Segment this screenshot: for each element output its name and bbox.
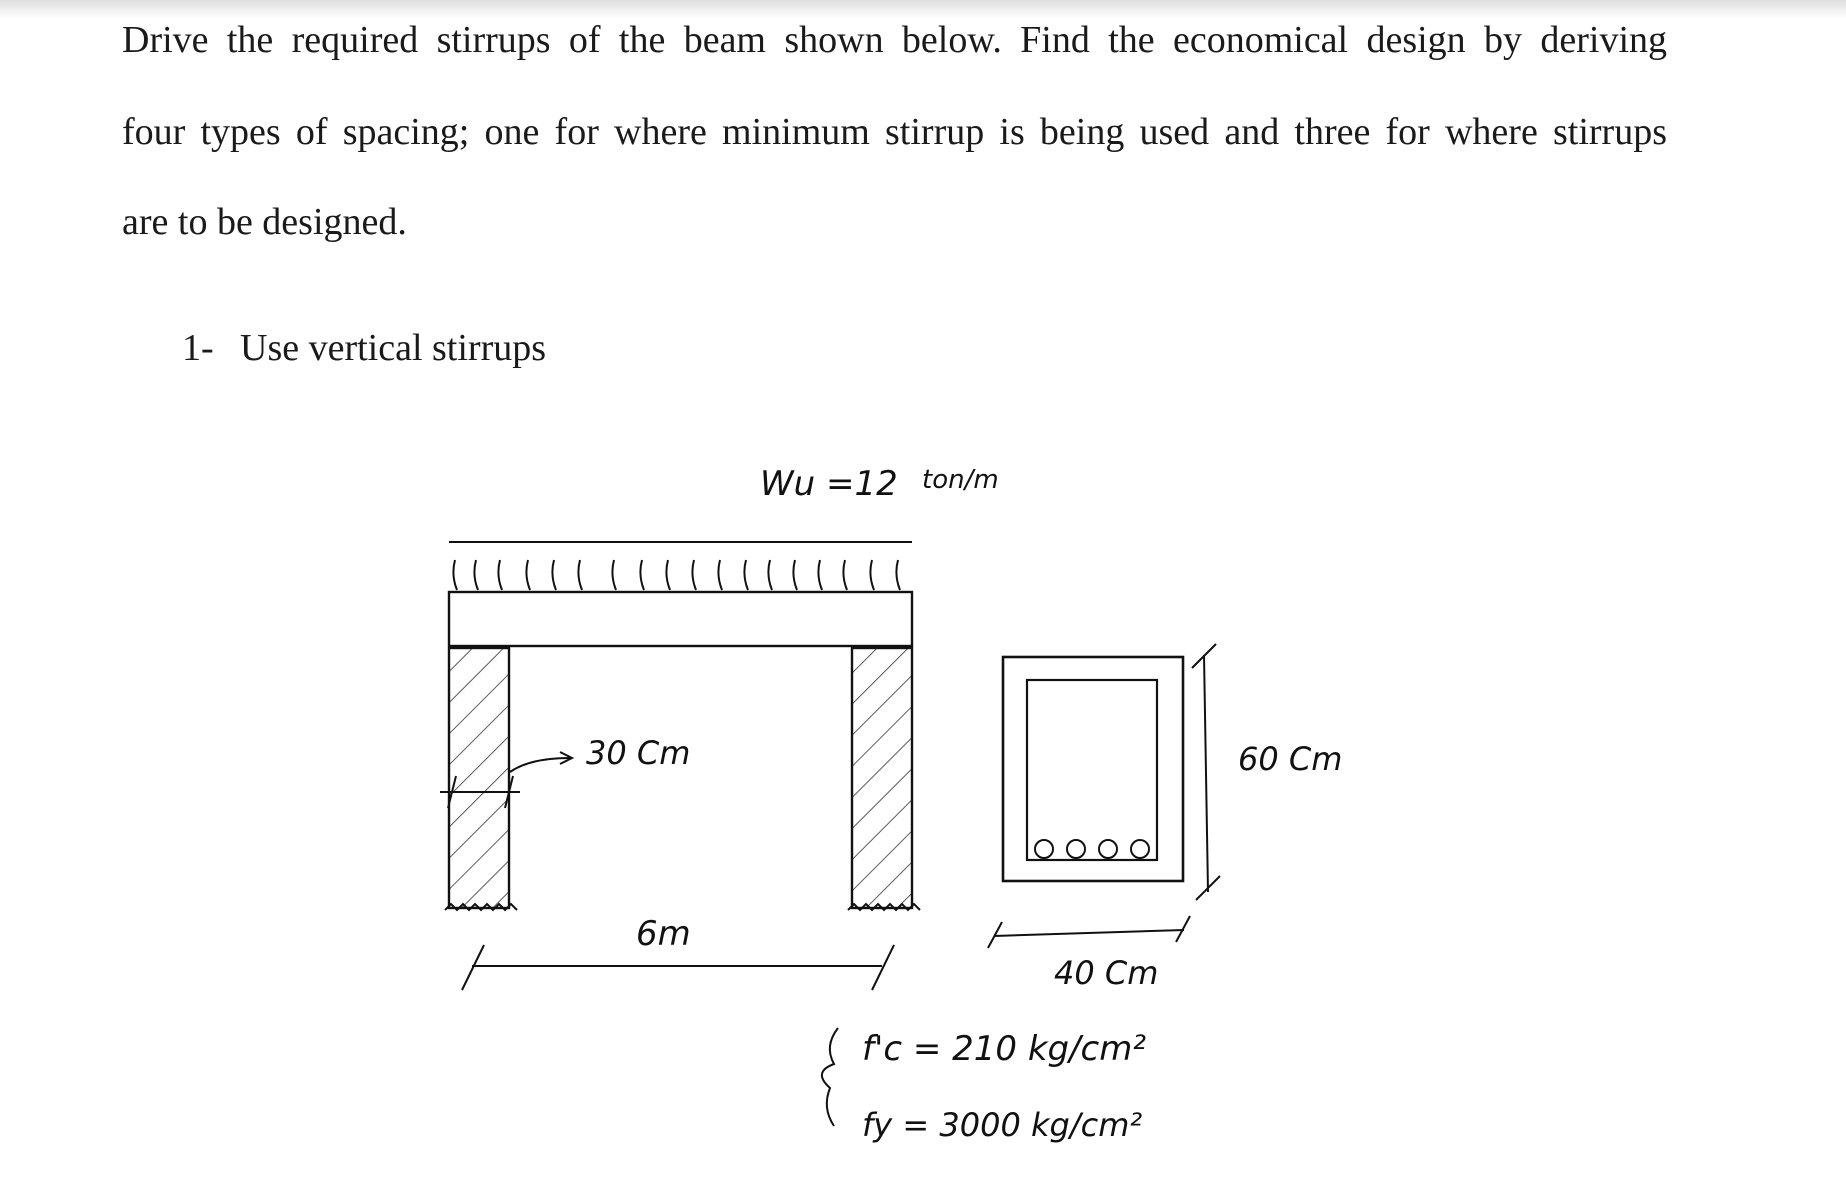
column-width-label: 30 Cm <box>586 734 691 772</box>
section-width-dimension <box>988 916 1190 948</box>
problem-text-line-2: four types of spacing; one for where minimum stirrup is being used and three for where stirrups <box>122 111 1667 153</box>
distributed-load-arrows <box>449 542 912 590</box>
fy-label: fy = 3000 kg/cm² <box>862 1106 1143 1144</box>
section-width-label: 40 Cm <box>1054 954 1159 992</box>
left-column <box>449 648 509 908</box>
beam-body <box>449 592 912 646</box>
right-column <box>852 648 912 908</box>
section-height-label: 60 Cm <box>1238 740 1343 778</box>
load-label: Wu =12 <box>760 464 898 504</box>
span-label: 6m <box>636 914 691 954</box>
load-unit: ton/m <box>922 465 999 495</box>
problem-text-line-3: are to be designed. <box>122 201 407 243</box>
problem-text-line-1: Drive the required stirrups of the beam shown below. Find the economical design by deriving <box>122 19 1667 61</box>
list-number: 1- <box>182 327 214 369</box>
properties-brace <box>822 1028 838 1126</box>
list-text: Use vertical stirrups <box>240 327 547 369</box>
section-height-dimension <box>1192 644 1220 900</box>
fc-label: f'c = 210 kg/cm² <box>862 1029 1146 1069</box>
